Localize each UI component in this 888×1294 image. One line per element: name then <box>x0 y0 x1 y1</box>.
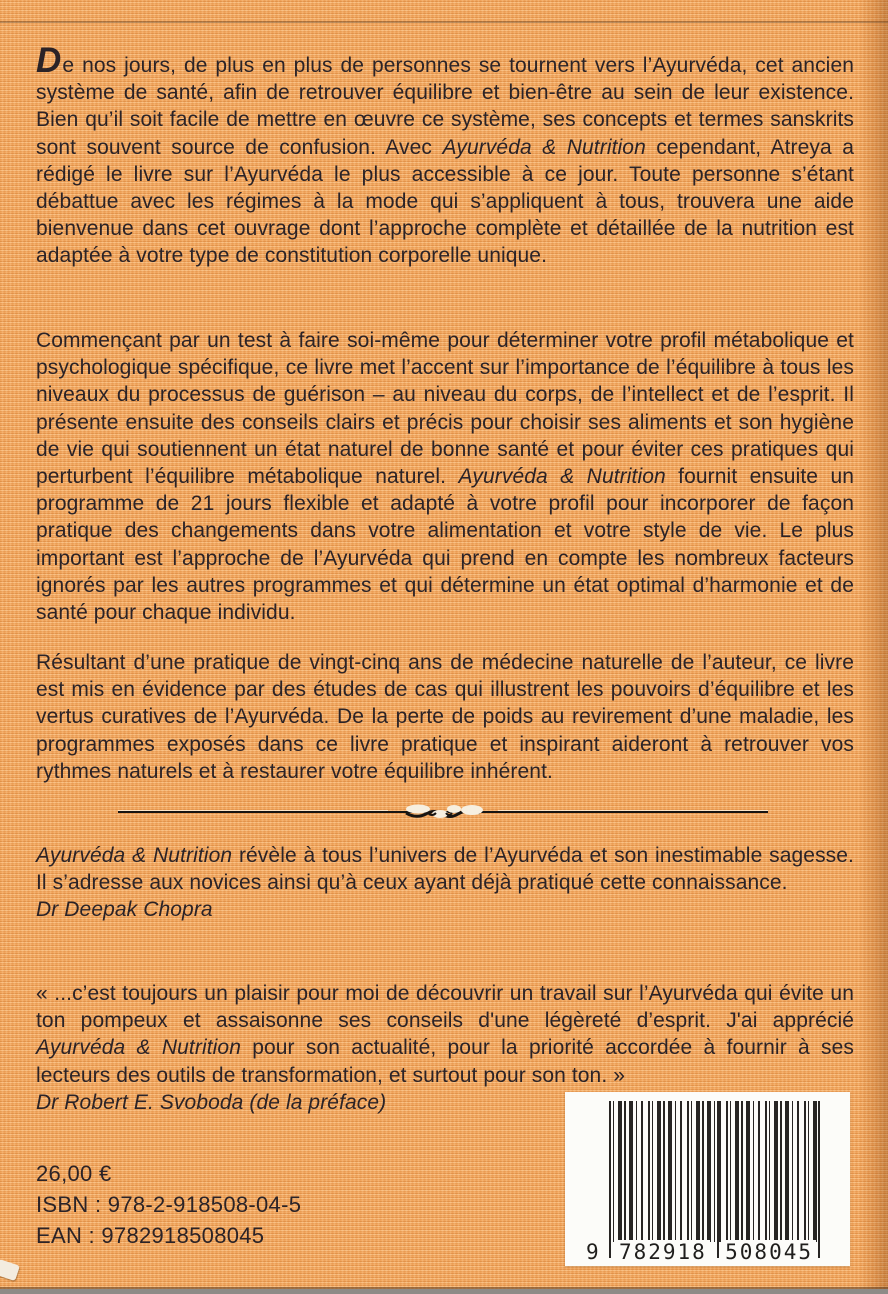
scan-artifact-line <box>0 21 888 23</box>
divider-rule-left <box>118 811 388 813</box>
barcode-guard-left <box>609 1101 611 1258</box>
ornamental-divider <box>118 800 768 824</box>
barcode <box>565 1092 850 1266</box>
endorsement-chopra-attribution: Dr Deepak Chopra <box>36 898 213 922</box>
divider-rule-right <box>498 811 768 813</box>
barcode-digit-group-3: 508045 <box>722 1240 816 1264</box>
scanner-bottom-edge <box>0 1287 888 1294</box>
endorsement-svoboda-text: « ...c’est toujours un plaisir pour moi de découvrir un travail sur l’Ayurvéda qui évite un ton pompeux et assaisonne ses conseils d'une légèreté d’esprit. J'ai apprécié Ayurvéda & Nutrition pour son actualité, pour la priorité accordée à fournir à ses lecteurs des outils de transformation, et surtout pour son ton. » <box>36 982 854 1087</box>
barcode-guard-middle <box>717 1101 719 1258</box>
barcode-guard-right <box>818 1101 820 1258</box>
barcode-bars <box>609 1101 820 1242</box>
barcode-digit-group-2: 782918 <box>616 1240 710 1264</box>
endorsement-chopra-text: Ayurvéda & Nutrition révèle à tous l’univers de l’Ayurvéda et son inestimable sagesse. Il s’adresse aux novices ainsi qu’à ceux ayant déjà pratiqué cette connaissance. <box>36 844 854 895</box>
synopsis-paragraph-2: Commençant par un test à faire soi-même pour déterminer votre profil métabolique et psychologique spécifique, ce livre met l’accent sur l’importance de l’équilibre à tous les niveaux du processus de guérison – au niveau du corps, de l’intellect et de l’esprit. Il présente ensuite des conseils clairs et précis pour choisir ses aliments et son hygiène de vie qui soutiennent un état naturel de bonne santé et pour éviter ces pratiques qui perturbent l’équilibre métabolique naturel. Ayurvéda & Nutrition fournit ensuite un programme de 21 jours flexible et adapté à votre profil pour incorporer de façon pratique des changements dans votre alimentation et votre style de vie. Le plus important est l’approche de l’Ayurvéda qui prend en compte les nombreux facteurs ignorés par les autres programmes et qui détermine un état optimal d’harmonie et de santé pour chaque individu. <box>36 329 855 625</box>
price-and-codes <box>36 1158 536 1251</box>
synopsis-paragraph-3: Résultant d’une pratique de vingt-cinq ans de médecine naturelle de l’auteur, ce livre est mis en évidence par des études de cas qui illustrent les pouvoirs d’équilibre et les vertus curatives de l’Ayurvéda. De la perte de poids au revirement d’une maladie, les programmes exposés dans ce livre pratique et inspirant aideront à retrouver vos rythmes naturels et à restaurer votre équilibre inhérent. <box>36 651 854 783</box>
cover-tear-speck <box>0 1259 20 1281</box>
endorsement-svoboda-attribution: Dr Robert E. Svoboda (de la préface) <box>36 1090 387 1114</box>
dropcap-letter: D <box>36 41 62 80</box>
price-label: 26,00 € <box>36 1161 112 1186</box>
synopsis-paragraph-1 <box>36 41 855 270</box>
isbn-label: ISBN : 978-2-918508-04-5 <box>36 1192 302 1217</box>
ean-label: EAN : 9782918508045 <box>36 1223 265 1248</box>
barcode-digits <box>583 1240 816 1264</box>
barcode-digit-group-1: 9 <box>583 1240 604 1264</box>
cover-right-edge-shading <box>860 0 888 1294</box>
synopsis-paragraph-1-text: e nos jours, de plus en plus de personnes se tournent vers l’Ayurvéda, cet ancien système de santé, afin de retrouver équilibre et bien-être au sein de leur existence. Bien qu’il soit facile de mettre en œuvre ce système, ses concepts et termes sanskrits sont souvent source de confusion. Avec Ayurvéda & Nutrition cependant, Atreya a rédigé le livre sur l’Ayurvéda le plus accessible à ce jour. Toute personne s’étant débattue avec les régimes à la mode qui s’appliquent à tous, trouvera une aide bienvenue dans cet ouvrage dont l’approche complète et détaillée de la nutrition est adaptée à votre type de constitution corporelle unique. <box>36 54 855 268</box>
endorsement-chopra <box>36 842 854 924</box>
divider-flourish-icon <box>388 801 498 823</box>
